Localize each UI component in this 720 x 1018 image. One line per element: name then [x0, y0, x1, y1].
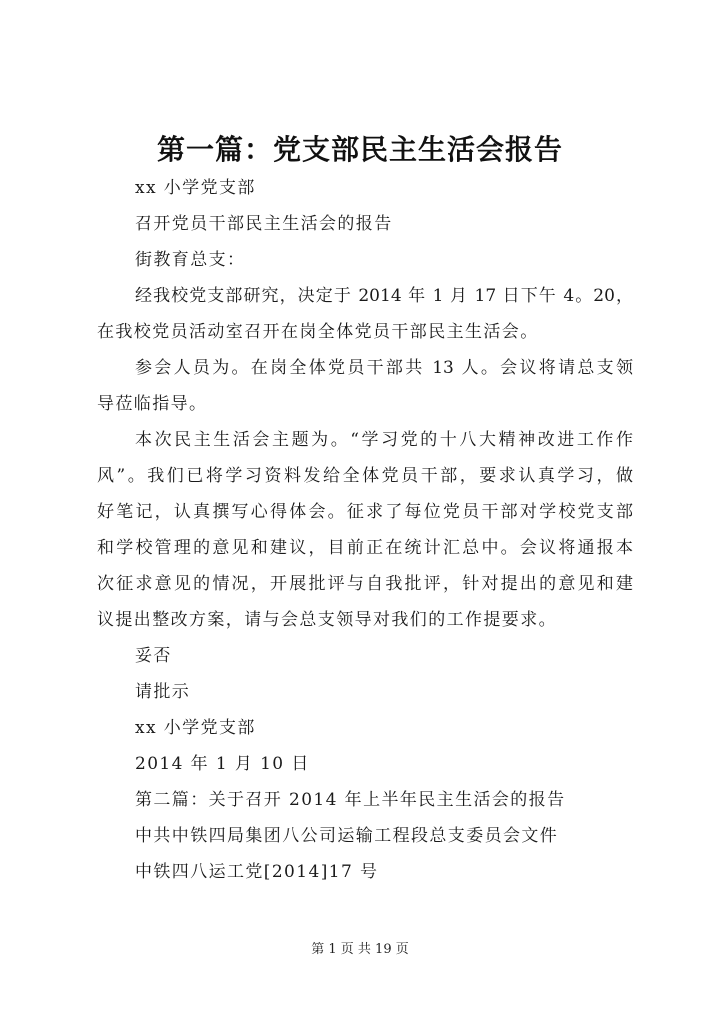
text-line: 本次民主生活会主题为。“学习党的十八大精神改进工作作: [135, 430, 633, 450]
text-line: 中共中铁四局集团八公司运输工程段总支委员会文件: [135, 826, 559, 846]
text-line: 第二篇：关于召开 2014 年上半年民主生活会的报告: [135, 790, 566, 810]
text-line: 参会人员为。在岗全体党员干部共 13 人。会议将请总支领: [135, 358, 633, 378]
text-line: 召开党员干部民主生活会的报告: [135, 214, 393, 234]
text-line: 中铁四八运工党[2014]17 号: [135, 862, 379, 882]
text-line: 妥否: [135, 646, 172, 666]
text-line: 经我校党支部研究，决定于 2014 年 1 月 17 日下午 4。20，: [135, 286, 633, 306]
text-line: xx 小学党支部: [135, 718, 256, 738]
text-line: 议提出整改方案，请与会总支领导对我们的工作提要求。: [97, 610, 557, 630]
document-body: [97, 170, 633, 890]
text-line: 请批示: [135, 682, 191, 702]
text-line: 和学校管理的意见和建议，目前正在统计汇总中。会议将通报本: [97, 538, 633, 558]
text-line: xx 小学党支部: [135, 178, 256, 198]
text-line: 在我校党员活动室召开在岗全体党员干部民主生活会。: [97, 322, 539, 342]
text-line: 风”。我们已将学习资料发给全体党员干部，要求认真学习，做: [97, 466, 633, 486]
text-line: 2014 年 1 月 10 日: [135, 754, 310, 774]
page-footer: 第 1 页 共 19 页: [311, 942, 409, 957]
text-line: 好笔记，认真撰写心得体会。征求了每位党员干部对学校党支部: [97, 502, 633, 522]
text-line: 次征求意见的情况，开展批评与自我批评，针对提出的意见和建: [97, 574, 633, 594]
text-line: 导莅临指导。: [97, 394, 208, 414]
text-line: 街教育总支：: [135, 250, 246, 270]
document-title: 第一篇：党支部民主生活会报告: [156, 133, 563, 166]
